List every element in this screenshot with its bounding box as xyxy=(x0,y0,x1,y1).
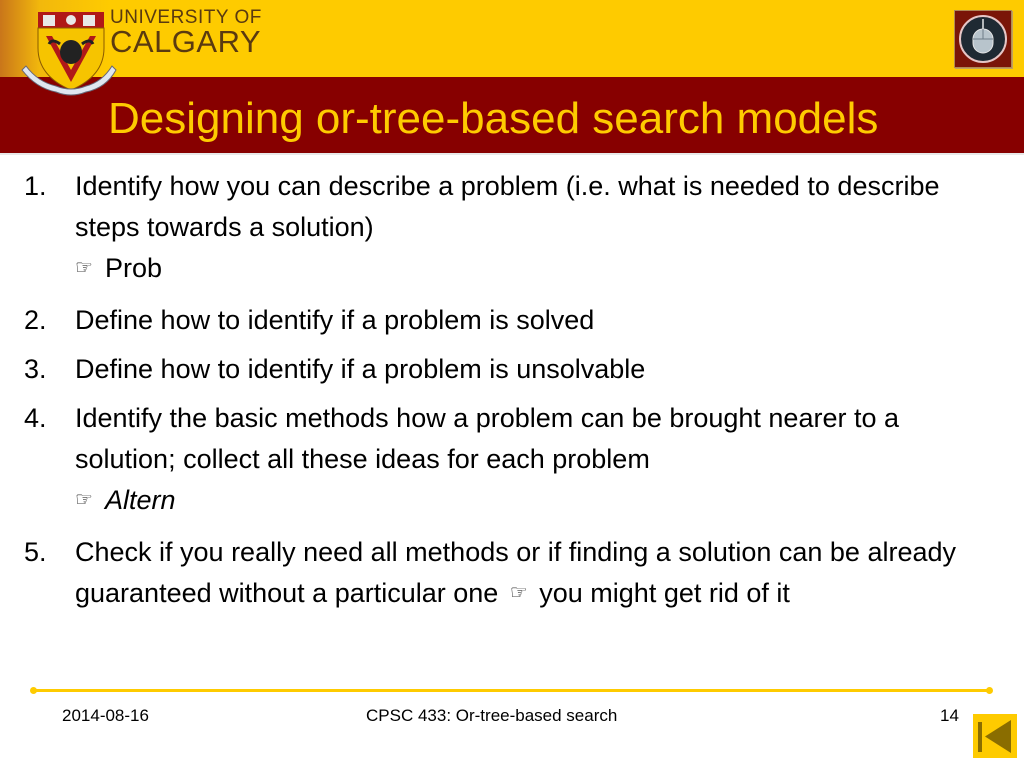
university-name xyxy=(110,8,262,57)
list-text: Identify how you can describe a problem (i.e. what is needed to describe steps towards a solution) xyxy=(75,171,940,242)
list-text: Identify the basic methods how a problem can be brought nearer to a solution; collect all these ideas for each problem xyxy=(75,403,900,474)
list-item xyxy=(24,300,1004,341)
university-crest-icon xyxy=(16,8,120,108)
first-slide-button[interactable] xyxy=(973,714,1017,758)
sub-bullet xyxy=(75,248,1004,292)
list-number: 2. xyxy=(24,305,47,335)
list-text-continued: you might get rid of it xyxy=(539,578,790,608)
list-item xyxy=(24,166,1004,292)
university-name-line2: CALGARY xyxy=(110,24,262,59)
list-number: 4. xyxy=(24,403,47,433)
mouse-icon xyxy=(954,10,1012,68)
footer-divider-endpoint xyxy=(986,687,993,694)
list-number: 3. xyxy=(24,354,47,384)
page-number: 14 xyxy=(940,706,959,725)
footer-divider-endpoint xyxy=(30,687,37,694)
footer-course: CPSC 433: Or-tree-based search xyxy=(366,706,618,725)
list-item xyxy=(24,398,1004,524)
list-number: 1. xyxy=(24,171,47,201)
pointing-hand-icon: ☞ xyxy=(509,582,528,604)
sub-bullet-text: Prob xyxy=(104,253,162,283)
list-text: Define how to identify if a problem is solved xyxy=(75,305,595,335)
list-text: Define how to identify if a problem is unsolvable xyxy=(75,354,646,384)
slide-content xyxy=(24,166,1004,625)
university-name-line1: UNIVERSITY OF xyxy=(110,7,262,28)
footer-date: 2014-08-16 xyxy=(62,706,149,725)
sub-bullet xyxy=(75,480,1004,524)
list-item xyxy=(24,532,1004,617)
header-divider xyxy=(0,153,1024,155)
list-number: 5. xyxy=(24,537,47,567)
sub-bullet-text: Altern xyxy=(104,485,176,515)
list-item xyxy=(24,349,1004,390)
pointing-hand-icon: ☞ xyxy=(75,489,93,511)
list-text: Check if you really need all methods or if finding a solution can be already guaranteed without a particular one xyxy=(75,537,957,608)
first-slide-icon xyxy=(973,714,1017,758)
slide-title: Designing or-tree-based search models xyxy=(108,94,879,143)
pointing-hand-icon: ☞ xyxy=(75,257,93,279)
footer-divider xyxy=(33,689,991,692)
